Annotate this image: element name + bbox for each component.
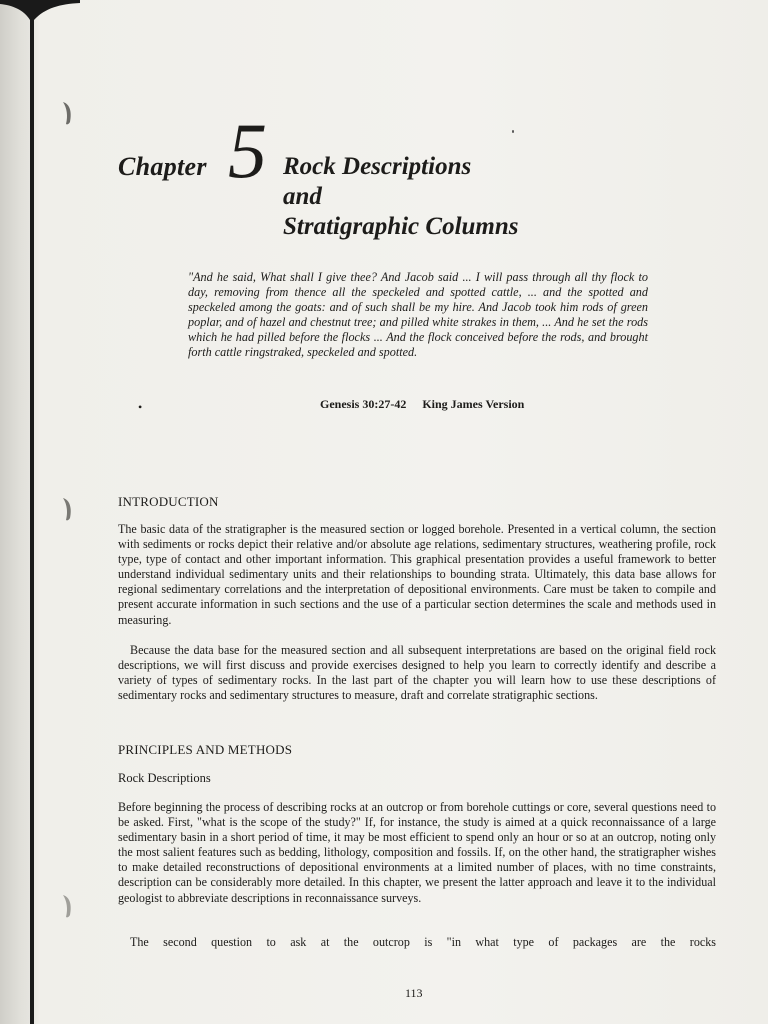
binding-shadow xyxy=(0,0,40,1024)
body-paragraph: Before beginning the process of describing rocks at an outcrop or from borehole cuttings or core, several questions need to be asked. First, "what is the scope of the study?" If, for instance, the study is aimed at a quick reconnaissance of a large sedimentary basin in a short period of time, it may be most efficient to spend only an hour or so at an outcrop, noting only the most salient features such as bedding, lithology, composition and fossils. If, on the other hand, the stratigrapher wishes to make detailed reconstructions of depositional environments at a limited number of places, with no time constraints, description can be considerably more detailed. In this chapter, we present the latter approach and leave it to the individual geologist to abbreviate descriptions in reconnaissance surveys. xyxy=(118,800,716,905)
chapter-title xyxy=(283,152,519,242)
scan-speck xyxy=(512,130,514,133)
section-heading-principles: PRINCIPLES AND METHODS xyxy=(118,742,293,757)
chapter-title-line: Stratigraphic Columns xyxy=(283,213,519,240)
corner-curl-shape xyxy=(0,0,80,24)
chapter-title-line: and xyxy=(283,183,322,210)
chapter-label: Chapter xyxy=(118,152,207,181)
citation-source: Genesis 30:27-42 xyxy=(320,397,407,411)
epigraph-quote: "And he said, What shall I give thee? And Jacob said ... I will pass through all thy flock to day, removing from thence all the speckeled and spotted cattle, ... and the spotted and speckeled among the goats: and of such shall be my hire. And Jacob took him rods of green poplar, and of hazel and chestnut tree; and pilled white strakes in them, ... And he set the rods which he had pilled before the flocks ... And the flock conceived before the rods, and brought forth cattle ringstraked, speckeled and spotted. xyxy=(188,270,648,360)
citation-version: King James Version xyxy=(422,397,525,411)
binder-hole-mark xyxy=(60,100,74,126)
epigraph-citation xyxy=(320,397,524,412)
body-paragraph: The basic data of the stratigrapher is the measured section or logged borehole. Presented in a vertical column, the section with sediments or rocks depict their relative and/or absolute age relations, sedimentary structures, weathering profile, rock type, type of contact and other important information. This graphical presentation provides a useful framework to better understand individual sedimentary units and their relationships to bounding strata. Ultimately, this data base allows for regional sedimentary correlations and the interpretation of depositional environments. Care must be taken to compile and present accurate information in such sections and the use of a particular section determines the scale and methods used in measuring. xyxy=(118,522,716,627)
chapter-number: 5 xyxy=(228,107,267,194)
body-paragraph: The second question to ask at the outcrop is "in what type of packages are the rocks xyxy=(130,935,716,949)
binder-hole-mark xyxy=(60,496,74,522)
binder-hole-mark xyxy=(60,893,74,919)
subsection-heading: Rock Descriptions xyxy=(118,771,211,785)
stray-dot-mark: • xyxy=(138,400,143,414)
body-paragraph: Because the data base for the measured section and all subsequent interpretations are based on the original field rock descriptions, we will first discuss and provide exercises designed to help you learn to correctly identify and describe a variety of types of sedimentary rocks. In the last part of the chapter you will learn how to use these descriptions of sedimentary rocks and sedimentary structures to measure, draft and correlate stratigraphic sections. xyxy=(118,643,716,703)
section-heading-introduction: INTRODUCTION xyxy=(118,494,219,509)
binding-spine-line xyxy=(30,12,34,1024)
page-number: 113 xyxy=(405,986,423,1000)
chapter-title-line: Rock Descriptions xyxy=(283,153,472,180)
